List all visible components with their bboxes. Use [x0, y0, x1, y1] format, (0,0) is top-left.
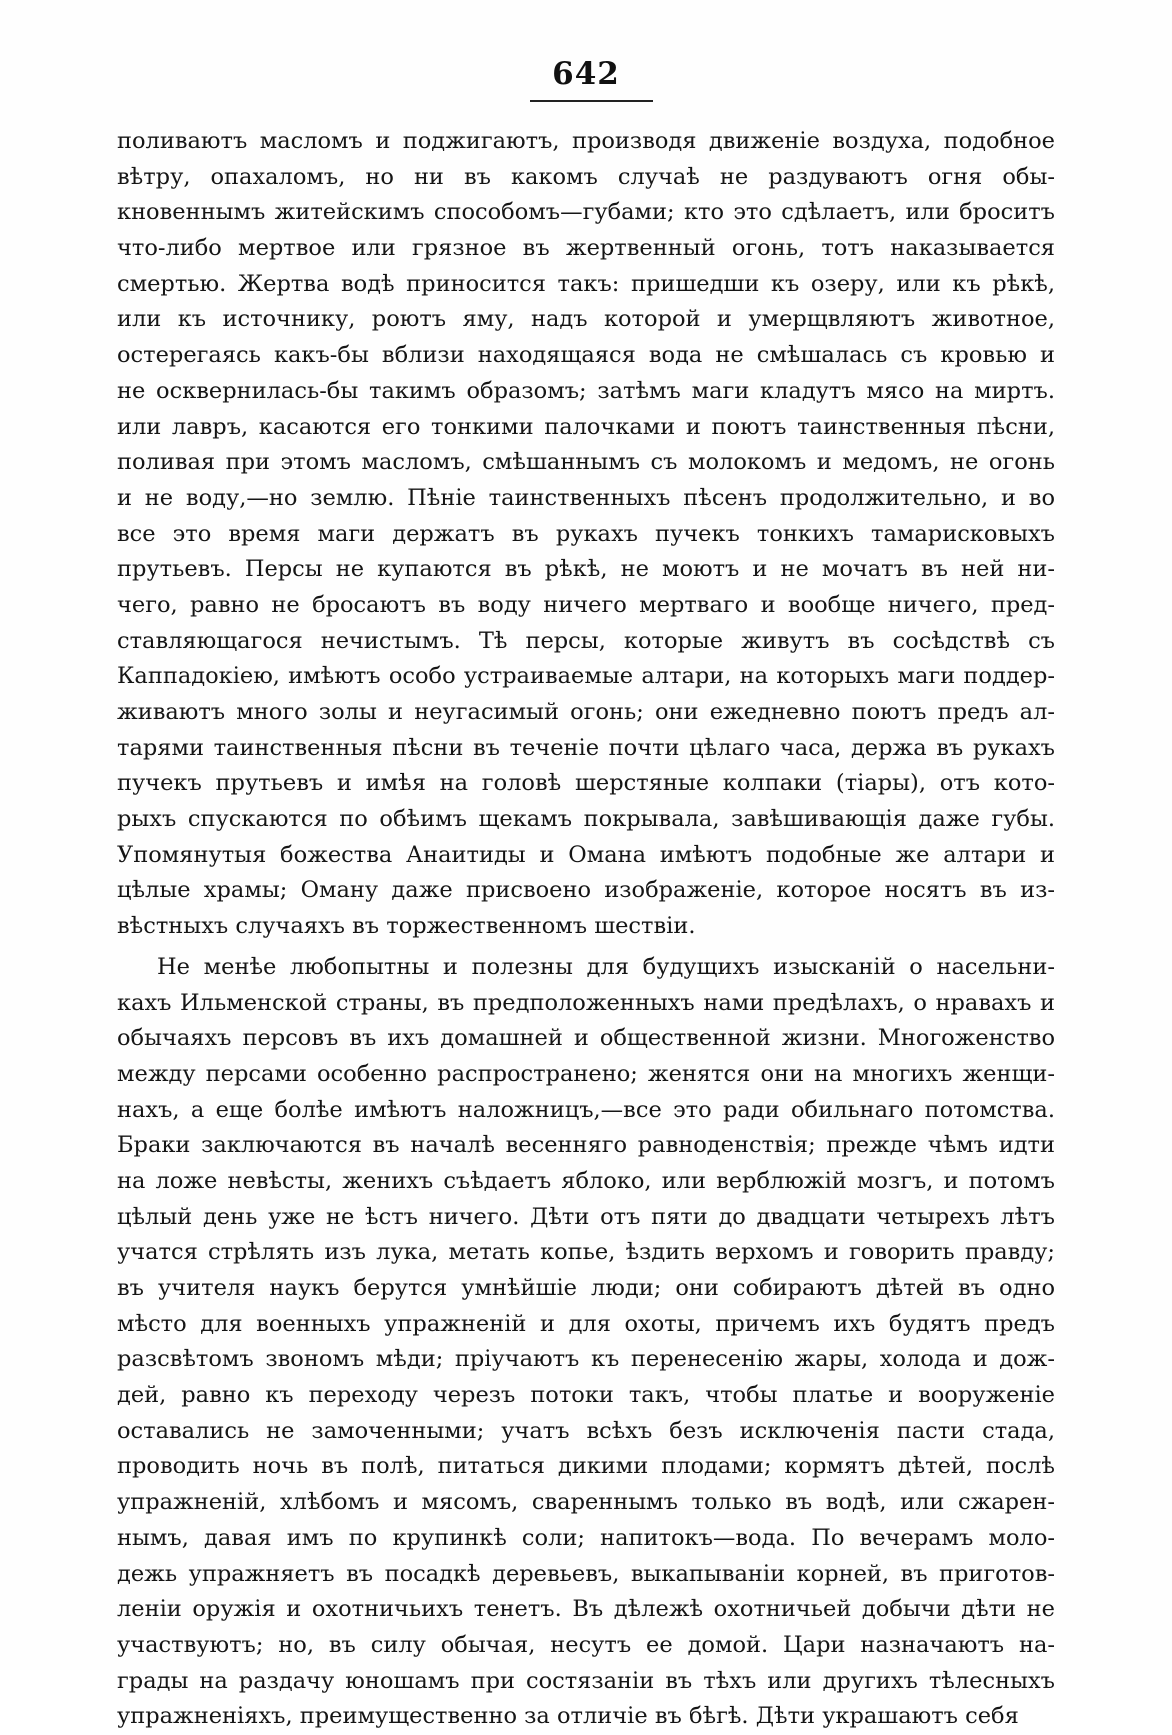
text-line: участвуютъ; но, въ силу обычая, несутъ ее домой. Цари назначаютъ на-	[117, 1631, 1055, 1658]
text-line: вѣстныхъ случаяхъ въ торжественномъ шествiи.	[117, 913, 696, 940]
body-text	[117, 124, 1055, 1735]
text-line: кахъ Ильменской страны, въ предположенныхъ нами предѣлахъ, о нравахъ и	[117, 989, 1055, 1016]
text-line: и не воду,—но землю. Пѣнiе таинственныхъ пѣсенъ продолжительно, и во	[117, 484, 1055, 511]
text-line: рыхъ спускаются по обѣимъ щекамъ покрывала, завѣшивающiя даже губы.	[117, 806, 1055, 833]
text-line: упражненiяхъ, преимущественно за отличiе въ бѣгѣ. Дѣти украшаютъ себя	[117, 1703, 1019, 1730]
page-number: 642	[552, 56, 620, 92]
text-line: или лавръ, касаются его тонкими палочками и поютъ таинственныя пѣсни,	[117, 413, 1055, 440]
text-line: въ учителя наукъ берутся умнѣйшiе люди; они собираютъ дѣтей въ одно	[117, 1275, 1055, 1301]
text-line: Не менѣе любопытны и полезны для будущихъ изысканiй о насельни-	[157, 953, 1055, 980]
page-number-rule	[530, 100, 653, 102]
text-line: поливаютъ масломъ и поджигаютъ, производя движенiе воздуха, подобное	[117, 128, 1055, 154]
text-line: Упомянутыя божества Анаитиды и Омана имѣютъ подобные же алтари и	[117, 841, 1055, 868]
text-line: чего, равно не бросаютъ въ воду ничего мертваго и вообще ничего, пред-	[117, 591, 1055, 618]
text-line: тарями таинственныя пѣсни въ теченiе почти цѣлаго часа, держа въ рукахъ	[117, 734, 1055, 761]
text-line: мѣсто для военныхъ упражненiй и для охоты, причемъ ихъ будятъ предъ	[117, 1310, 1055, 1337]
text-line: что-либо мертвое или грязное въ жертвенный огонь, тотъ наказывается	[117, 235, 1055, 262]
text-line: Каппадокiею, имѣютъ особо устраиваемые алтари, на которыхъ маги поддер-	[117, 663, 1055, 690]
text-line: между персами особенно распространено; женятся они на многихъ женщи-	[117, 1060, 1055, 1087]
text-line: цѣлый день уже не ѣстъ ничего. Дѣти отъ пяти до двадцати четырехъ лѣтъ	[117, 1203, 1055, 1230]
text-line: нымъ, давая имъ по крупинкѣ соли; напитокъ—вода. По вечерамъ моло-	[117, 1524, 1055, 1551]
text-line: разсвѣтомъ звономъ мѣди; прiучаютъ къ перенесенiю жары, холода и дож-	[117, 1346, 1055, 1373]
text-line: упражненiй, хлѣбомъ и мясомъ, свареннымъ только въ водѣ, или сжарен-	[117, 1489, 1055, 1516]
text-line: обычаяхъ персовъ въ ихъ домашней и общественной жизни. Многоженство	[117, 1025, 1055, 1052]
text-line: проводить ночь въ полѣ, питаться дикими плодами; кормятъ дѣтей, послѣ	[117, 1453, 1055, 1480]
text-line: остерегаясь какъ-бы вблизи находящаяся вода не смѣшалась съ кровью и	[117, 342, 1055, 369]
text-line: все это время маги держатъ въ рукахъ пучекъ тонкихъ тамарисковыхъ	[117, 520, 1055, 547]
text-line: кновеннымъ житейскимъ способомъ—губами; кто это сдѣлаетъ, или броситъ	[117, 199, 1055, 226]
text-line: учатся стрѣлять изъ лука, метать копье, ѣздить верхомъ и говорить правду;	[117, 1239, 1055, 1266]
paragraph-1	[117, 124, 1055, 945]
text-line: или къ источнику, роютъ яму, надъ которой и умерщвляютъ животное,	[117, 306, 1055, 333]
text-line: смертью. Жертва водѣ приносится такъ: пришедши къ озеру, или къ рѣкѣ,	[117, 270, 1055, 297]
text-line: пучекъ прутьевъ и имѣя на головѣ шерстяные колпаки (тiары), отъ кото-	[117, 770, 1055, 797]
text-line: дежь упражняетъ въ посадкѣ деревьевъ, выкапываніи корней, въ приготов-	[117, 1560, 1055, 1587]
text-line: оставались не замоченными; учатъ всѣхъ безъ исключенiя пасти стада,	[117, 1417, 1055, 1444]
text-line: на ложе невѣсты, женихъ съѣдаетъ яблоко, или верблюжiй мозгъ, и потомъ	[117, 1167, 1055, 1194]
text-line: нахъ, а еще болѣе имѣютъ наложницъ,—все это ради обильнаго потомства.	[117, 1096, 1055, 1123]
text-line: поливая при этомъ масломъ, смѣшаннымъ съ молокомъ и медомъ, не огонь	[117, 449, 1055, 476]
text-line: вѣтру, опахаломъ, но ни въ какомъ случаѣ не раздуваютъ огня обы-	[117, 163, 1055, 190]
text-line: Браки заключаются въ началѣ весенняго равноденствiя; прежде чѣмъ идти	[117, 1132, 1055, 1159]
text-line: не осквернилась-бы такимъ образомъ; затѣмъ маги кладутъ мясо на миртъ.	[117, 377, 1055, 404]
text-line: прутьевъ. Персы не купаются въ рѣкѣ, не моютъ и не мочатъ въ ней ни-	[117, 556, 1055, 583]
paragraph-2	[117, 950, 1055, 1735]
text-line: живаютъ много золы и неугасимый огонь; они ежедневно поютъ предъ ал-	[117, 699, 1055, 725]
text-line: ленiи оружiя и охотничьихъ тенетъ. Въ дѣлежѣ охотничьей добычи дѣти не	[117, 1596, 1055, 1623]
text-line: ставляющагося нечистымъ. Тѣ персы, которые живутъ въ сосѣдствѣ съ	[117, 627, 1055, 654]
text-line: грады на раздачу юношамъ при состязанiи въ тѣхъ или другихъ тѣлесныхъ	[117, 1667, 1055, 1694]
text-line: дей, равно къ переходу черезъ потоки такъ, чтобы платье и вооруженiе	[117, 1382, 1055, 1409]
text-line: цѣлые храмы; Оману даже присвоено изображенiе, которое носятъ въ из-	[117, 877, 1055, 904]
